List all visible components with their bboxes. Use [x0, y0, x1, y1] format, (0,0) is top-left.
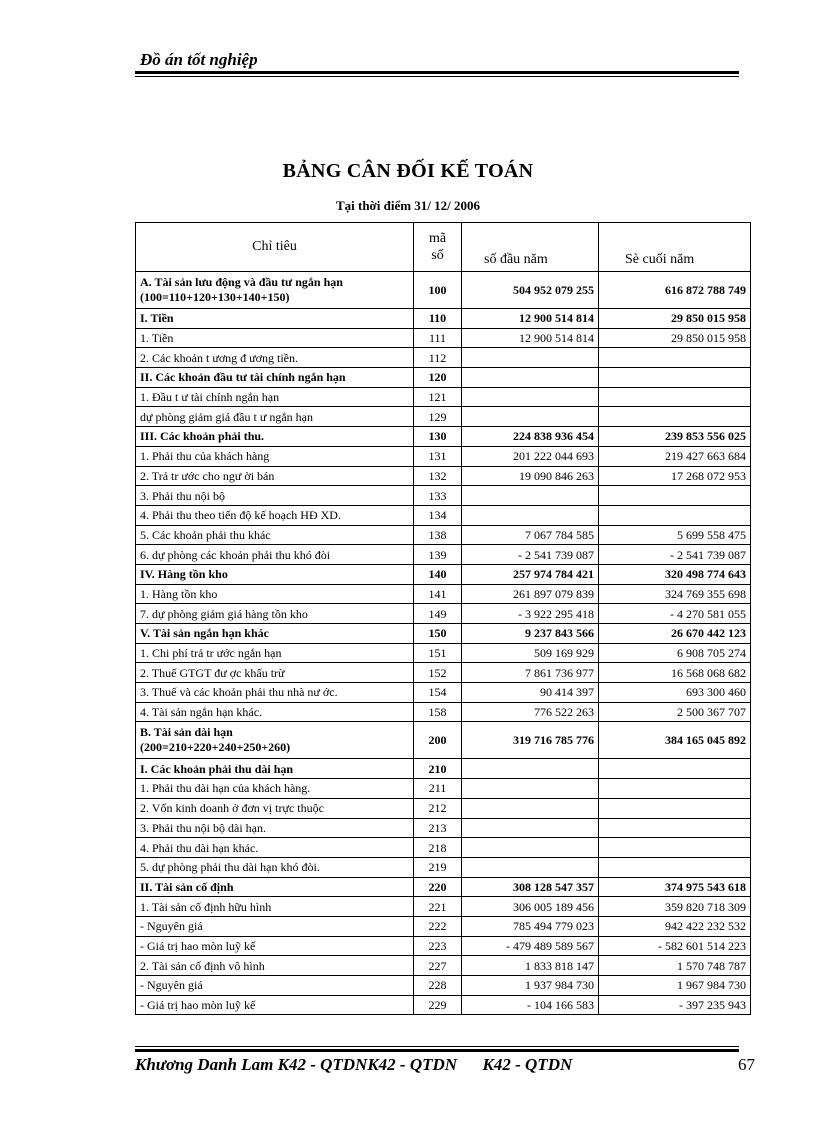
- row-code: 138: [414, 525, 462, 545]
- table-row: [136, 956, 751, 976]
- row-end-value: 2 500 367 707: [599, 702, 751, 722]
- row-code: 150: [414, 624, 462, 644]
- row-label: [136, 309, 414, 329]
- table-row: [136, 584, 751, 604]
- row-label: [136, 936, 414, 956]
- row-start-value: 257 974 784 421: [462, 564, 599, 584]
- row-start-value: 504 952 079 255: [462, 272, 599, 309]
- row-label-text: 3. Phải thu nội bộ dài hạn.: [140, 820, 266, 835]
- row-label-text: 2. Vốn kinh doanh ở đơn vị trực thuộc: [140, 801, 324, 816]
- row-code: 121: [414, 387, 462, 407]
- row-label-text: - Giá trị hao mòn luỹ kế: [140, 998, 256, 1013]
- row-end-value: [599, 486, 751, 506]
- table-row: [136, 897, 751, 917]
- row-label-text: 3. Thuế và các khoản phải thu nhà nư ớc.: [140, 685, 338, 700]
- row-end-value: 16 568 068 682: [599, 663, 751, 683]
- row-label: [136, 643, 414, 663]
- row-label-text: 7. dự phòng giảm giá hàng tồn kho: [140, 606, 308, 621]
- document-title: BẢNG CÂN ĐỐI KẾ TOÁN: [282, 160, 534, 182]
- row-code: 200: [414, 722, 462, 759]
- row-start-value: 12 900 514 814: [462, 309, 599, 329]
- row-label: [136, 779, 414, 799]
- table-row: [136, 857, 751, 877]
- row-start-value: [462, 857, 599, 877]
- row-label-text: II. Tài sản cố định: [140, 879, 234, 894]
- row-end-value: [599, 505, 751, 525]
- row-code: 152: [414, 663, 462, 683]
- row-code: 141: [414, 584, 462, 604]
- row-end-value: 29 850 015 958: [599, 328, 751, 348]
- row-label: [136, 956, 414, 976]
- row-label-text: 2. Các khoản t ương đ ương tiền.: [140, 350, 299, 365]
- row-start-value: 1 937 984 730: [462, 976, 599, 996]
- row-label-text: 4. Phải thu dài hạn khác.: [140, 840, 259, 855]
- table-row: [136, 446, 751, 466]
- row-code: 133: [414, 486, 462, 506]
- table-row: [136, 663, 751, 683]
- row-start-value: 261 897 079 839: [462, 584, 599, 604]
- table-row: [136, 722, 751, 759]
- row-end-value: 26 670 442 123: [599, 624, 751, 644]
- row-end-value: 320 498 774 643: [599, 564, 751, 584]
- footer-author: Khương Danh Lam K42 - QTDNK42 - QTDN K42 - QTDN: [135, 1055, 573, 1074]
- row-code: 112: [414, 348, 462, 368]
- table-row: [136, 272, 751, 309]
- row-start-value: - 2 541 739 087: [462, 545, 599, 565]
- row-code: 220: [414, 877, 462, 897]
- table-row: [136, 309, 751, 329]
- table-row: [136, 486, 751, 506]
- table-row: [136, 779, 751, 799]
- table-row: [136, 683, 751, 703]
- row-end-value: 942 422 232 532: [599, 916, 751, 936]
- row-label-formula: (100=110+120+130+140+150): [140, 290, 290, 304]
- table-row: [136, 643, 751, 663]
- row-start-value: [462, 348, 599, 368]
- row-start-value: 776 522 263: [462, 702, 599, 722]
- row-end-value: [599, 387, 751, 407]
- row-code: 140: [414, 564, 462, 584]
- row-start-value: 509 169 929: [462, 643, 599, 663]
- row-label: [136, 486, 414, 506]
- row-end-value: 17 268 072 953: [599, 466, 751, 486]
- row-label: [136, 995, 414, 1015]
- table-row: [136, 525, 751, 545]
- table-row: [136, 387, 751, 407]
- row-start-value: 19 090 846 263: [462, 466, 599, 486]
- row-code: 227: [414, 956, 462, 976]
- table-row: [136, 466, 751, 486]
- row-label-text: dự phòng giảm giá đầu t ư ngắn hạn: [140, 409, 313, 424]
- row-label-text: 2. Trả tr ước cho ngư ời bán: [140, 468, 275, 483]
- row-code: 110: [414, 309, 462, 329]
- row-label-text: III. Các khoản phải thu.: [140, 429, 265, 444]
- row-start-value: 12 900 514 814: [462, 328, 599, 348]
- row-label: [136, 759, 414, 779]
- row-label-text: A. Tài sản lưu động và đầu tư ngắn hạn: [140, 275, 343, 289]
- row-label-text: IV. Hàng tồn kho: [140, 567, 228, 582]
- row-label-text: B. Tài sản dài hạn: [140, 725, 233, 740]
- row-start-value: [462, 368, 599, 388]
- table-row: [136, 545, 751, 565]
- row-label: [136, 818, 414, 838]
- table-row: [136, 604, 751, 624]
- row-label-text: II. Các khoản đầu tư tài chính ngắn hạn: [140, 370, 346, 385]
- row-label: [136, 545, 414, 565]
- footer-rule-thick: [135, 1049, 739, 1052]
- row-label-formula: (200=210+220+240+250+260): [140, 740, 291, 755]
- row-label-text: 2. Tài sản cố định vô hình: [140, 958, 265, 973]
- table-row: [136, 427, 751, 447]
- row-end-value: 1 570 748 787: [599, 956, 751, 976]
- row-code: 130: [414, 427, 462, 447]
- row-label-text: V. Tài sản ngắn hạn khác: [140, 626, 269, 641]
- row-label-text: 5. dự phòng phải thu dài hạn khó đòi.: [140, 860, 320, 875]
- row-label: [136, 466, 414, 486]
- row-label-text: - Giá trị hao mòn luỹ kế: [140, 938, 256, 953]
- header-indicator: Chỉ tiêu: [136, 223, 414, 272]
- document-subtitle: Tại thời điểm 31/ 12/ 2006: [335, 198, 481, 213]
- row-label: [136, 272, 414, 309]
- row-end-value: 324 769 355 698: [599, 584, 751, 604]
- row-code: 158: [414, 702, 462, 722]
- row-label: [136, 798, 414, 818]
- row-label: [136, 446, 414, 466]
- table-row: [136, 564, 751, 584]
- row-label-text: 1. Phải thu của khách hàng: [140, 449, 270, 464]
- row-start-value: 306 005 189 456: [462, 897, 599, 917]
- row-code: 212: [414, 798, 462, 818]
- row-start-value: 90 414 397: [462, 683, 599, 703]
- row-end-value: 6 908 705 274: [599, 643, 751, 663]
- running-header-title: Đồ án tốt nghiệp: [140, 50, 258, 69]
- row-code: 149: [414, 604, 462, 624]
- row-code: 154: [414, 683, 462, 703]
- table-row: [136, 976, 751, 996]
- balance-sheet-table: [135, 222, 751, 1015]
- row-start-value: [462, 759, 599, 779]
- row-end-value: [599, 818, 751, 838]
- row-code: 129: [414, 407, 462, 427]
- row-start-value: 201 222 044 693: [462, 446, 599, 466]
- row-label-text: 1. Hàng tồn kho: [140, 586, 218, 601]
- row-end-value: 1 967 984 730: [599, 976, 751, 996]
- page-number: 67: [738, 1055, 755, 1074]
- row-end-value: [599, 368, 751, 388]
- row-label: [136, 368, 414, 388]
- row-end-value: [599, 838, 751, 858]
- row-label-text: I. Các khoản phải thu dài hạn: [140, 761, 294, 776]
- row-label: [136, 604, 414, 624]
- table-row: [136, 995, 751, 1015]
- row-label: [136, 702, 414, 722]
- row-start-value: 308 128 547 357: [462, 877, 599, 897]
- row-label: [136, 584, 414, 604]
- table-row: [136, 877, 751, 897]
- table-row: [136, 818, 751, 838]
- row-label: [136, 505, 414, 525]
- row-end-value: [599, 348, 751, 368]
- row-label: [136, 427, 414, 447]
- header-code: [414, 223, 462, 272]
- row-end-value: 693 300 460: [599, 683, 751, 703]
- row-label-text: 6. dự phòng các khoản phải thu khó đòi: [140, 547, 331, 562]
- row-start-value: [462, 407, 599, 427]
- row-end-value: - 2 541 739 087: [599, 545, 751, 565]
- table-row: [136, 624, 751, 644]
- row-label-text: 1. Đầu t ư tài chính ngắn hạn: [140, 390, 280, 405]
- header-end-year: Sè cuối năm: [599, 223, 751, 272]
- row-label-text: 1. Tài sản cố định hữu hình: [140, 899, 272, 914]
- row-start-value: [462, 505, 599, 525]
- header-start-year: số đầu năm: [462, 223, 599, 272]
- row-end-value: 359 820 718 309: [599, 897, 751, 917]
- footer-rule-thin: [135, 1046, 739, 1047]
- row-label: [136, 683, 414, 703]
- row-label-text: 4. Phải thu theo tiến độ kế hoạch HĐ XD.: [140, 508, 341, 523]
- row-start-value: - 479 489 589 567: [462, 936, 599, 956]
- row-code: 229: [414, 995, 462, 1015]
- row-label: [136, 348, 414, 368]
- row-label: [136, 916, 414, 936]
- row-label-text: 4. Tài sản ngắn hạn khác.: [140, 705, 263, 720]
- row-label-text: 2. Thuế GTGT đư ợc khấu trừ: [140, 665, 285, 680]
- row-start-value: 224 838 936 454: [462, 427, 599, 447]
- row-code: 151: [414, 643, 462, 663]
- row-label: [136, 722, 414, 759]
- row-start-value: 319 716 785 776: [462, 722, 599, 759]
- row-end-value: 219 427 663 684: [599, 446, 751, 466]
- row-end-value: 5 699 558 475: [599, 525, 751, 545]
- row-start-value: [462, 818, 599, 838]
- row-code: 134: [414, 505, 462, 525]
- header-code-bottom: số: [431, 248, 444, 263]
- table-row: [136, 838, 751, 858]
- row-label-text: 5. Các khoản phải thu khác: [140, 527, 271, 542]
- row-code: 228: [414, 976, 462, 996]
- row-label: [136, 328, 414, 348]
- row-code: 218: [414, 838, 462, 858]
- row-start-value: [462, 838, 599, 858]
- row-end-value: - 582 601 514 223: [599, 936, 751, 956]
- row-code: 139: [414, 545, 462, 565]
- row-label-text: 3. Phải thu nội bộ: [140, 488, 226, 503]
- row-label: [136, 838, 414, 858]
- row-code: 211: [414, 779, 462, 799]
- row-start-value: [462, 486, 599, 506]
- row-code: 223: [414, 936, 462, 956]
- row-label: [136, 407, 414, 427]
- row-code: 131: [414, 446, 462, 466]
- row-end-value: [599, 798, 751, 818]
- row-end-value: 384 165 045 892: [599, 722, 751, 759]
- row-label: [136, 564, 414, 584]
- row-end-value: - 4 270 581 055: [599, 604, 751, 624]
- row-end-value: [599, 857, 751, 877]
- row-label-text: 1. Tiền: [140, 331, 174, 346]
- row-code: 213: [414, 818, 462, 838]
- row-start-value: [462, 798, 599, 818]
- row-code: 222: [414, 916, 462, 936]
- row-code: 221: [414, 897, 462, 917]
- row-end-value: 29 850 015 958: [599, 309, 751, 329]
- table-row: [136, 916, 751, 936]
- row-label: [136, 857, 414, 877]
- row-start-value: [462, 779, 599, 799]
- row-end-value: 239 853 556 025: [599, 427, 751, 447]
- row-code: 219: [414, 857, 462, 877]
- row-end-value: 374 975 543 618: [599, 877, 751, 897]
- row-label: [136, 877, 414, 897]
- row-code: 210: [414, 759, 462, 779]
- table-row: [136, 407, 751, 427]
- row-label: [136, 897, 414, 917]
- row-label-text: - Nguyên giá: [140, 919, 203, 934]
- table-row: [136, 702, 751, 722]
- row-end-value: - 397 235 943: [599, 995, 751, 1015]
- row-start-value: 7 067 784 585: [462, 525, 599, 545]
- row-start-value: 1 833 818 147: [462, 956, 599, 976]
- row-start-value: - 104 166 583: [462, 995, 599, 1015]
- table-row: [136, 328, 751, 348]
- row-start-value: - 3 922 295 418: [462, 604, 599, 624]
- header-code-top: mã: [428, 231, 447, 246]
- table-row: [136, 348, 751, 368]
- row-label: [136, 525, 414, 545]
- row-end-value: [599, 759, 751, 779]
- table-row: [136, 936, 751, 956]
- row-start-value: 785 494 779 023: [462, 916, 599, 936]
- row-code: 100: [414, 272, 462, 309]
- header-rule-thick: [135, 71, 739, 74]
- row-code: 111: [414, 328, 462, 348]
- row-code: 120: [414, 368, 462, 388]
- row-label-text: - Nguyên giá: [140, 978, 203, 993]
- row-code: 132: [414, 466, 462, 486]
- row-label-text: 1. Phải thu dài hạn của khách hàng.: [140, 781, 311, 796]
- row-label: [136, 663, 414, 683]
- row-start-value: 7 861 736 977: [462, 663, 599, 683]
- table-row: [136, 759, 751, 779]
- table-row: [136, 368, 751, 388]
- row-label-text: 1. Chi phí trả tr ước ngắn hạn: [140, 646, 282, 661]
- row-label-text: I. Tiền: [140, 311, 174, 326]
- table-header-row: [136, 223, 751, 272]
- table-row: [136, 505, 751, 525]
- row-label: [136, 976, 414, 996]
- row-start-value: 9 237 843 566: [462, 624, 599, 644]
- row-start-value: [462, 387, 599, 407]
- row-end-value: [599, 779, 751, 799]
- row-end-value: 616 872 788 749: [599, 272, 751, 309]
- row-end-value: [599, 407, 751, 427]
- row-label: [136, 624, 414, 644]
- table-row: [136, 798, 751, 818]
- row-label: [136, 387, 414, 407]
- header-rule-thin: [135, 76, 739, 77]
